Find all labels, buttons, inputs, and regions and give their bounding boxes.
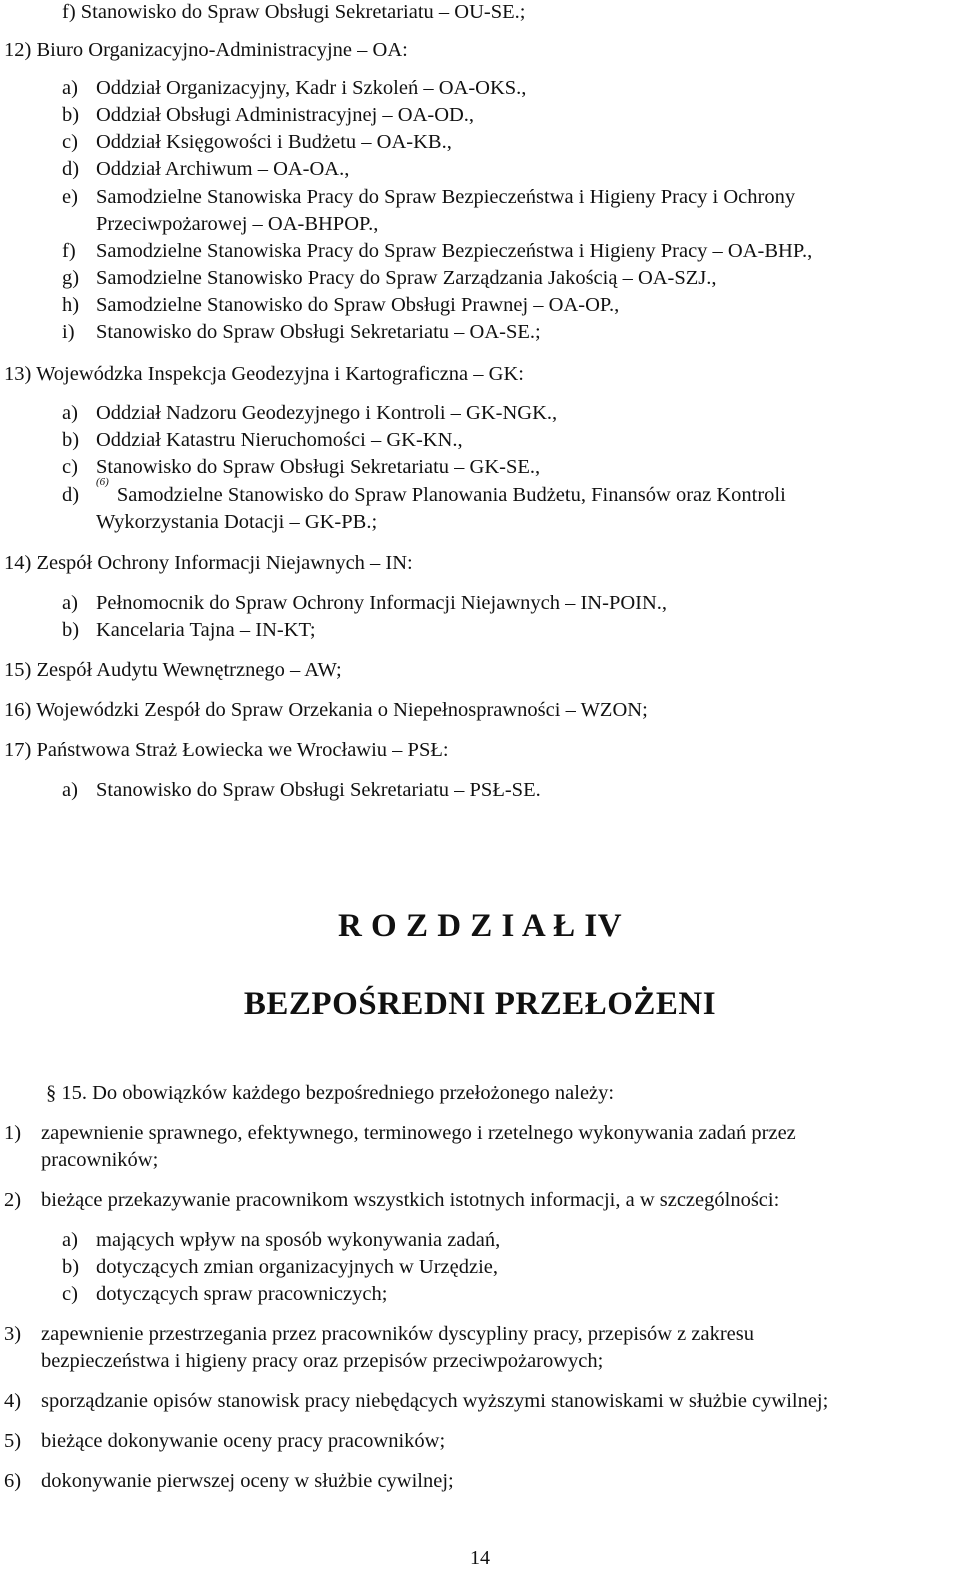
item-text: dotyczących zmian organizacyjnych w Urzędzie, <box>96 1256 499 1278</box>
item-text: zapewnienie sprawnego, efektywnego, terminowego i rzetelnego wykonywania zadań przez <box>41 1122 796 1144</box>
item-label: 6) <box>4 1470 22 1492</box>
item-label: c) <box>62 1283 78 1305</box>
item-label: 4) <box>4 1390 22 1412</box>
item-text-continued: bezpieczeństwa i higieny pracy oraz przepisów przeciwpożarowych; <box>41 1350 604 1372</box>
item-text: Samodzielne Stanowisko do Spraw Obsługi Prawnej – OA-OP., <box>96 294 620 316</box>
item-label: 5) <box>4 1430 22 1452</box>
section-heading: 13) Wojewódzka Inspekcja Geodezyjna i Kartograficzna – GK: <box>4 363 524 385</box>
item-label: i) <box>62 321 75 343</box>
list-item: f) Stanowisko do Spraw Obsługi Sekretariatu – OU-SE.; <box>62 1 526 23</box>
item-label: f) <box>62 240 76 262</box>
item-label: d) <box>62 484 80 506</box>
section-heading: 12) Biuro Organizacyjno-Administracyjne – OA: <box>4 39 408 61</box>
item-label: b) <box>62 104 80 126</box>
footnote-marker: (6) <box>96 476 109 488</box>
item-text: mających wpływ na sposób wykonywania zadań, <box>96 1229 501 1251</box>
section-heading: 16) Wojewódzki Zespół do Spraw Orzekania o Niepełnosprawności – WZON; <box>4 699 648 721</box>
section-heading: 17) Państwowa Straż Łowiecka we Wrocławiu – PSŁ: <box>4 739 449 761</box>
item-label: b) <box>62 619 80 641</box>
item-text: Stanowisko do Spraw Obsługi Sekretariatu – GK-SE., <box>96 456 541 478</box>
item-text-continued: Przeciwpożarowej – OA-BHPOP., <box>96 213 379 235</box>
section-heading: 15) Zespół Audytu Wewnętrznego – AW; <box>4 659 342 681</box>
item-label: c) <box>62 456 78 478</box>
item-text: Samodzielne Stanowiska Pracy do Spraw Bezpieczeństwa i Higieny Pracy i Ochrony <box>96 186 796 208</box>
item-text-row <box>96 476 954 509</box>
item-label: b) <box>62 429 80 451</box>
item-text: bieżące dokonywanie oceny pracy pracowników; <box>41 1430 446 1452</box>
item-text: Oddział Księgowości i Budżetu – OA-KB., <box>96 131 452 153</box>
item-text: Stanowisko do Spraw Obsługi Sekretariatu – OA-SE.; <box>96 321 541 343</box>
item-label: a) <box>62 779 78 801</box>
item-text: Oddział Archiwum – OA-OA., <box>96 158 350 180</box>
item-text: Samodzielne Stanowisko Pracy do Spraw Zarządzania Jakością – OA-SZJ., <box>96 267 717 289</box>
item-label: a) <box>62 1229 78 1251</box>
item-text: Pełnomocnik do Spraw Ochrony Informacji Niejawnych – IN-POIN., <box>96 592 668 614</box>
item-text: dokonywanie pierwszej oceny w służbie cywilnej; <box>41 1470 454 1492</box>
item-label: h) <box>62 294 80 316</box>
section-heading: 14) Zespół Ochrony Informacji Niejawnych – IN: <box>4 552 413 574</box>
item-text: dotyczących spraw pracowniczych; <box>96 1283 388 1305</box>
item-text: Oddział Nadzoru Geodezyjnego i Kontroli – GK-NGK., <box>96 402 558 424</box>
item-label: a) <box>62 592 78 614</box>
paragraph-intro: § 15. Do obowiązków każdego bezpośredniego przełożonego należy: <box>46 1082 615 1104</box>
item-label: 3) <box>4 1323 22 1345</box>
item-text: sporządzanie opisów stanowisk pracy niebędących wyższymi stanowiskami w służbie cywilnej; <box>41 1390 829 1412</box>
item-text: Kancelaria Tajna – IN-KT; <box>96 619 316 641</box>
item-text: Oddział Organizacyjny, Kadr i Szkoleń – OA-OKS., <box>96 77 527 99</box>
item-text: Samodzielne Stanowisko do Spraw Planowania Budżetu, Finansów oraz Kontroli <box>116 484 786 506</box>
item-text: Stanowisko do Spraw Obsługi Sekretariatu – PSŁ-SE. <box>96 779 541 801</box>
page-number: 14 <box>470 1547 490 1569</box>
item-label: 2) <box>4 1189 22 1211</box>
item-text: zapewnienie przestrzegania przez pracowników dyscypliny pracy, przepisów z zakresu <box>41 1323 754 1345</box>
item-label: 1) <box>4 1122 22 1144</box>
item-text: Samodzielne Stanowiska Pracy do Spraw Bezpieczeństwa i Higieny Pracy – OA-BHP., <box>96 240 813 262</box>
item-label: g) <box>62 267 80 289</box>
item-label: e) <box>62 186 78 208</box>
item-text-continued: Wykorzystania Dotacji – GK-PB.; <box>96 511 378 533</box>
item-label: b) <box>62 1256 80 1278</box>
item-text-continued: pracowników; <box>41 1149 159 1171</box>
item-label: a) <box>62 402 78 424</box>
item-text: Oddział Katastru Nieruchomości – GK-KN., <box>96 429 463 451</box>
item-text: bieżące przekazywanie pracownikom wszystkich istotnych informacji, a w szczególności: <box>41 1189 780 1211</box>
item-label: c) <box>62 131 78 153</box>
item-label: a) <box>62 77 78 99</box>
chapter-title: BEZPOŚREDNI PRZEŁOŻENI <box>243 986 717 1022</box>
item-label: d) <box>62 158 80 180</box>
item-text: Oddział Obsługi Administracyjnej – OA-OD., <box>96 104 475 126</box>
chapter-number: R O Z D Z I A Ł IV <box>337 908 623 944</box>
